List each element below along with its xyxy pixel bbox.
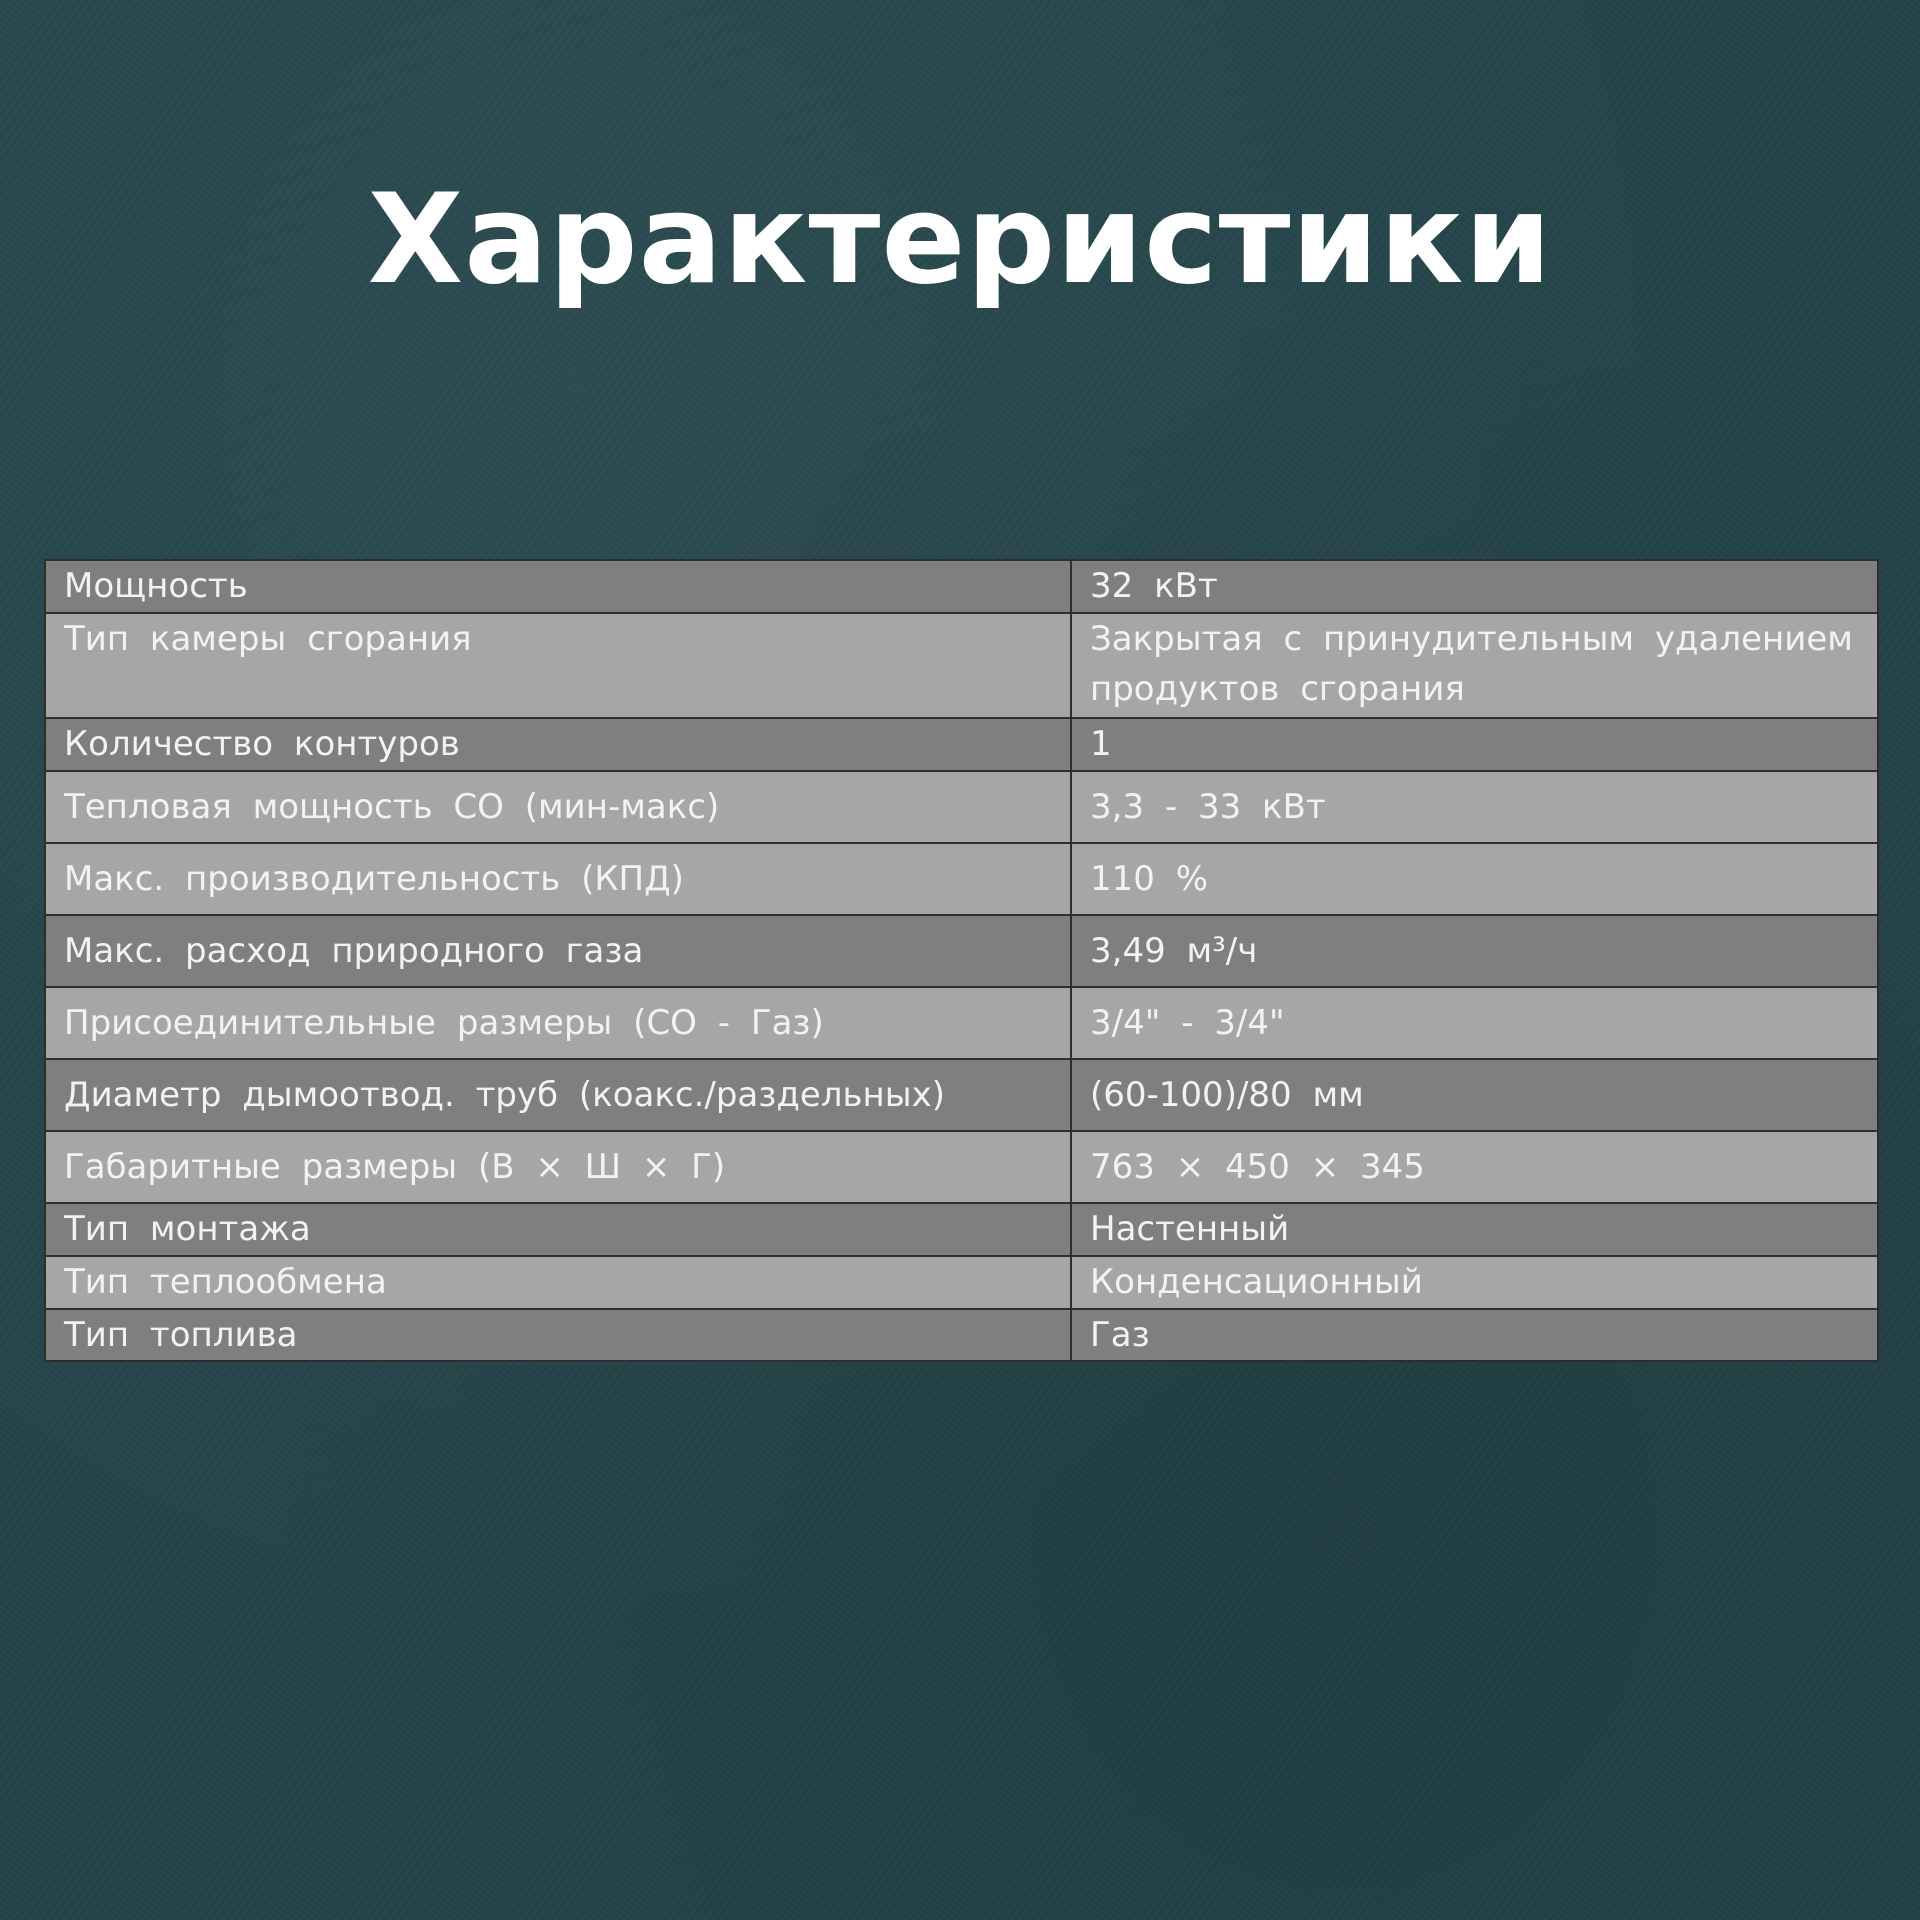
spec-name: Диаметр дымоотвод. труб (коакс./раздельных) — [45, 1059, 1071, 1131]
table-row — [45, 613, 1878, 718]
table-row — [45, 843, 1878, 915]
table-row — [45, 1131, 1878, 1203]
spec-value: Газ — [1071, 1309, 1878, 1361]
table-row — [45, 1203, 1878, 1256]
spec-name: Габаритные размеры (В × Ш × Г) — [45, 1131, 1071, 1203]
spec-value: Закрытая с принудительным удалением продуктов сгорания — [1071, 613, 1878, 718]
spec-value: 3,3 - 33 кВт — [1071, 771, 1878, 843]
spec-name: Количество контуров — [45, 718, 1071, 771]
spec-name: Макс. производительность (КПД) — [45, 843, 1071, 915]
table-row — [45, 718, 1878, 771]
spec-value: Конденсационный — [1071, 1256, 1878, 1309]
spec-value: 763 × 450 × 345 — [1071, 1131, 1878, 1203]
spec-value: 3/4" - 3/4" — [1071, 987, 1878, 1059]
spec-value: Настенный — [1071, 1203, 1878, 1256]
spec-name: Присоединительные размеры (СО - Газ) — [45, 987, 1071, 1059]
spec-name: Тип теплообмена — [45, 1256, 1071, 1309]
spec-name: Тип топлива — [45, 1309, 1071, 1361]
spec-value: 3,49 м³/ч — [1071, 915, 1878, 987]
table-row — [45, 560, 1878, 613]
table-row — [45, 771, 1878, 843]
spec-value: 1 — [1071, 718, 1878, 771]
spec-name: Макс. расход природного газа — [45, 915, 1071, 987]
spec-name: Мощность — [45, 560, 1071, 613]
spec-name: Тип камеры сгорания — [45, 613, 1071, 718]
table-row — [45, 915, 1878, 987]
spec-value: 110 % — [1071, 843, 1878, 915]
page-title: Характеристики — [367, 168, 1553, 312]
spec-value: (60-100)/80 мм — [1071, 1059, 1878, 1131]
table-row — [45, 1059, 1878, 1131]
table-row — [45, 987, 1878, 1059]
spec-value: 32 кВт — [1071, 560, 1878, 613]
table-row — [45, 1309, 1878, 1361]
table-row — [45, 1256, 1878, 1309]
spec-name: Тип монтажа — [45, 1203, 1071, 1256]
spec-name: Тепловая мощность СО (мин-макс) — [45, 771, 1071, 843]
specifications-table — [44, 559, 1879, 1362]
